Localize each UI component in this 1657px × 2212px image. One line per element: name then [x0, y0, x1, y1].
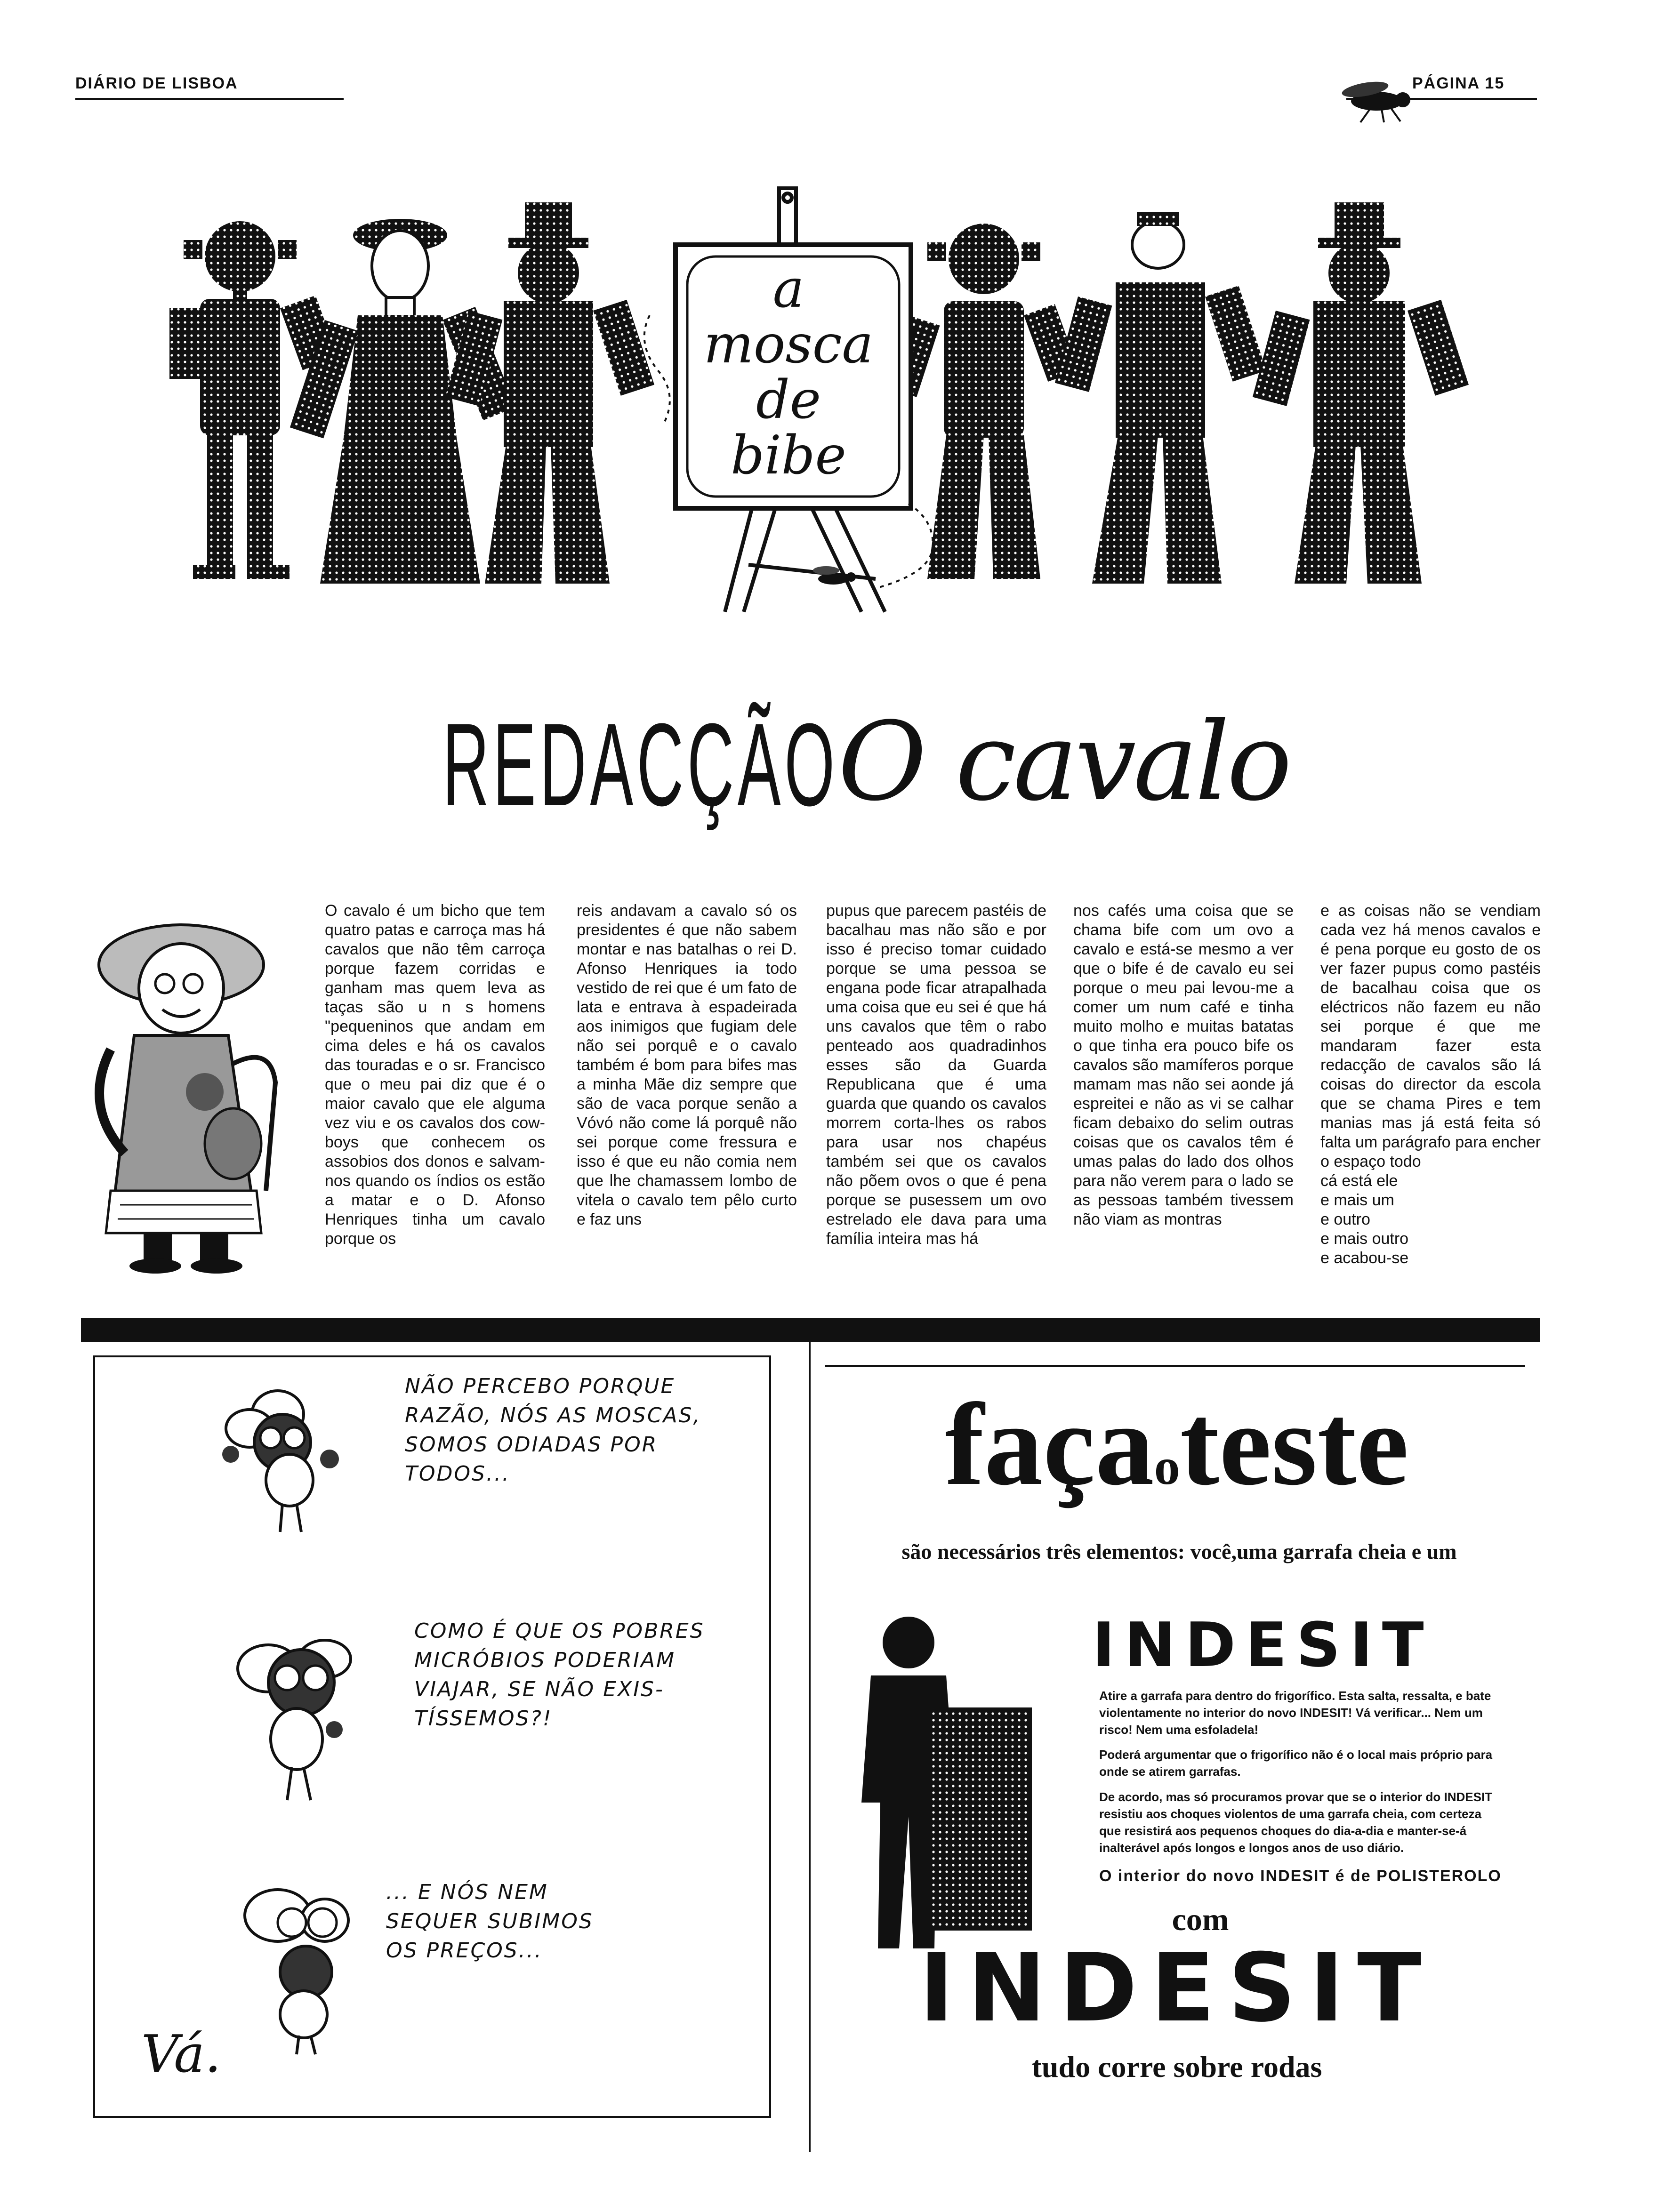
cartoon-caption-1: NÃO PERCEBO PORQUE RAZÃO, NÓS AS MOSCAS, SOMOS ODIADAS POR TODOS... — [405, 1374, 701, 1486]
sign-line-4: bibe — [731, 425, 846, 486]
ad-paragraph-2: Poderá argumentar que o frigorífico não é o local mais próprio para onde se atirem garrafas. — [1099, 1747, 1493, 1779]
fly-character-2 — [221, 1626, 381, 1805]
ad-paragraph-3: De acordo, mas só procuramos provar que se o interior do INDESIT resistiu aos choques violentos de uma garrafa cheia, com certeza que resistirá aos pequenos choques do dia-a-dia e manter-se-á inalterável após longos e longos anos de uso diário. — [1099, 1790, 1493, 1855]
doll-lady — [290, 219, 516, 584]
man-with-fridge-photo — [838, 1605, 1040, 1953]
cartoonist-signature: Vá. — [141, 2024, 221, 2084]
ad-paragraph-1: Atire a garrafa para dentro do frigorífico. Esta salta, ressalta, e bate violentamente no interior do novo INDESIT! Vá verificar... Nem um risco! Nem uma esfoladela! — [1099, 1689, 1491, 1737]
ad-headline-o: o — [1154, 1438, 1180, 1495]
section-divider-bar — [81, 1318, 1540, 1342]
sign-line-2: mosca — [703, 314, 874, 375]
ad-brand-logo: INDESIT — [1092, 1609, 1433, 1681]
doll-girl-2 — [885, 224, 1079, 579]
sign-line-1: a — [772, 258, 804, 320]
ad-com-word: com — [1172, 1901, 1229, 1937]
page-number: PÁGINA 15 — [1412, 74, 1505, 92]
ad-tagline: tudo corre sobre rodas — [1031, 2050, 1322, 2084]
fly-icon — [1332, 75, 1417, 127]
doll-man-1 — [445, 202, 654, 584]
ad-headline-faca: faça — [945, 1379, 1154, 1510]
easel-sign-text — [690, 258, 887, 486]
essay-column-2: reis andavam a cavalo só os presidentes é que não sabem montar e nas batalhas o rei D. Afonso Henriques ia todo vestido de rei que é um fato de lata e entrava à espadeirada aos inimigos que fugiam dele não sei porquê e o cavalo também é bom para bifes mas a minha Mãe diz sempre que são de vaca porque senão a Vóvó não come lá porquê não sei porque come fressura e isso é que eu não comia nem que lhe chamassem lombo de vitela o cavalo tem pêlo curto e faz uns — [577, 902, 797, 1228]
essay-heading: REDACÇÃO — [442, 699, 838, 830]
small-fly-icon — [813, 566, 856, 585]
ad-headline-teste: teste — [1180, 1379, 1409, 1510]
doll-man-3 — [1253, 202, 1469, 584]
newspaper-name: DIÁRIO DE LISBOA — [75, 74, 238, 92]
old-lady-illustration — [64, 908, 308, 1275]
essay-column-1: O cavalo é um bicho que tem quatro patas e carroça mas há cavalos que não têm carroça porque fazem corridas e ganham mas quem leva as taças são u n s homens "pequeninos que andam em cima deles e há os cavalos das touradas e o sr. Francisco que o meu pai diz que é o maior cavalo que ele alguma vez viu e os cavalos dos cow-boys que conhecem os assobios dos donos e salvam-nos quando os índios os estão a matar e o D. Afonso Henriques tinha um cavalo porque os — [325, 902, 545, 1248]
ad-interior-line: O interior do novo INDESIT é de POLISTEROLO — [1099, 1867, 1502, 1885]
cartoon-caption-3: ... E NÓS NEM SEQUER SUBIMOS OS PREÇOS... — [386, 1880, 594, 1963]
header-rule-left — [75, 98, 344, 100]
vertical-divider — [809, 1342, 811, 2152]
doll-man-2 — [1055, 212, 1266, 584]
ad-subhead: são necessários três elementos: você,uma garrafa cheia e um — [901, 1539, 1457, 1563]
essay-title-script: O cavalo — [838, 699, 1289, 825]
fly-character-1 — [202, 1381, 372, 1537]
ad-brand-logo-large: INDESIT — [919, 1933, 1435, 2043]
essay-column-3: pupus que parecem pastéis de bacalhau mas não são e por isso é preciso tomar cuidado porque se uma pessoa se engana pode ficar atrapalhada uma coisa que eu sei é que há uns cavalos que têm o rabo penteado aos quadradinhos esses são da Guarda Republicana que é uma guarda que quando os cavalos morrem corta-lhes os rabos para usar nos chapéus também sei que os cavalos não põem ovos o que é pena porque se pusessem um ovo estrelado ele dava para uma família inteira mas há — [826, 902, 1046, 1248]
sign-line-3: de — [756, 369, 821, 431]
fly-character-3 — [221, 1878, 372, 2057]
cartoon-caption-2: COMO É QUE OS POBRES MICRÓBIOS PODERIAM VIAJAR, SE NÃO EXIS- TÍSSEMOS?! — [414, 1619, 705, 1731]
ad-headline — [833, 1381, 1520, 1530]
essay-column-4: nos cafés uma coisa que se chama bife com um ovo a cavalo e está-se mesmo a ver que o bife é de cavalo eu sei porque o meu pai levou-me a comer um num café e tinha muito molho e muitas batatas o que tinha era pouco bife os cavalos são mamíferos porque mamam mas não sei aonde já espreitei e não as vi se calhar ficam debaixo do selim outras coisas que os cavalos têm é umas palas do lado dos olhos para não verem para o lado se as pessoas também tivessem não viam as montras — [1073, 902, 1294, 1228]
essay-column-5: e as coisas não se vendiam cada vez há menos cavalos e é pena porque eu gosto de os ver fazer pupus como pastéis de bacalhau coisa que os eléctricos não fazem eu não sei porque é que me mandaram fazer esta redacção de cavalos são lá coisas do director da escola que se chama Pires e tem manias mas já está feita só falta um parágrafo para encher o espaço todo cá está ele e mais um e outro e mais outro e acabou-se — [1320, 902, 1541, 1267]
